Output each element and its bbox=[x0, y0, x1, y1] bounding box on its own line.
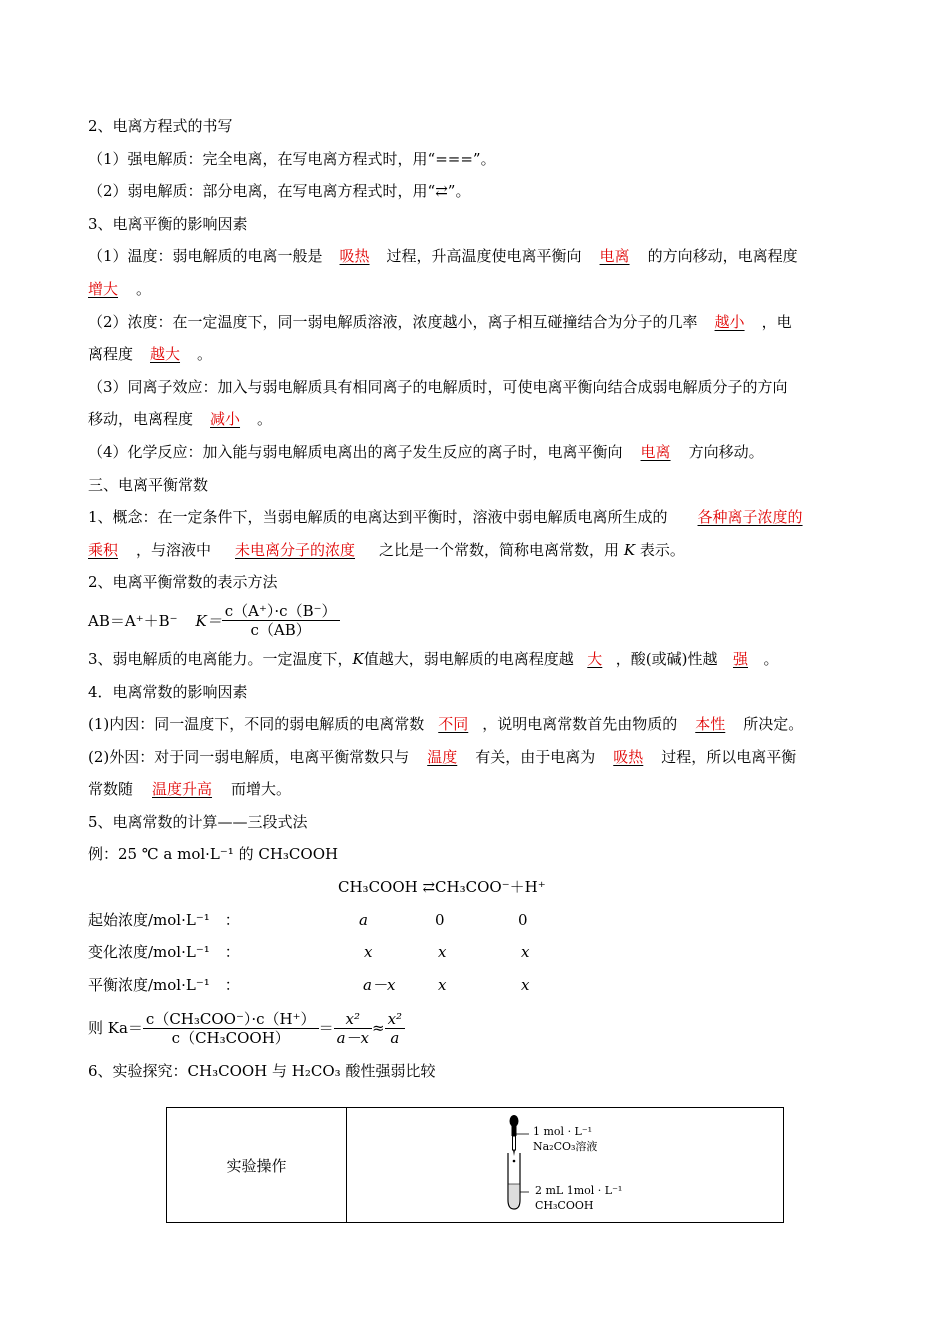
equilibrium-row: 平衡浓度/mol·L⁻¹ ： a－x x x bbox=[88, 975, 530, 994]
external-factor-line-1: (2)外因：对于同一弱电解质，电离平衡常数只与 温度 有关，由于电离为 吸热 过程，所以电离平衡 bbox=[88, 741, 868, 774]
internal-factor-line: (1)内因：同一温度下，不同的弱电解质的电离常数 不同 ，说明电离常数首先由物质的 本性 所决定。 bbox=[88, 708, 868, 741]
answer-blank: 不同 bbox=[438, 715, 469, 734]
common-ion-line-1: （3）同离子效应：加入与弱电解质具有相同离子的电解质时，可使电离平衡向结合成弱电解质分子的方向 bbox=[88, 377, 788, 396]
answer-blank: 未电离分子的浓度 bbox=[235, 540, 356, 559]
k-fraction: $\frac{c(A^+)\cdot c(B^-)}{c(AB)}$ bbox=[222, 602, 340, 639]
answer-blank: 减小 bbox=[210, 410, 241, 429]
factors-title: 4．电离常数的影响因素 bbox=[88, 682, 248, 701]
change-row: 变化浓度/mol·L⁻¹ ： x x x bbox=[88, 943, 530, 962]
experiment-table bbox=[166, 1107, 784, 1223]
strong-electrolyte-line: （1）强电解质：完全电离，在写电离方程式时，用“===”。 bbox=[88, 149, 496, 168]
ka-formula: 则 Ka＝ $\frac{\text{c（CH₃COO⁻）·c（H⁺）}}{\text{c（CH₃COOH）}}$ ＝ $\frac{\text{x²}}{a-x}$ ≈ $\frac{\text{x²}}{a}$ bbox=[88, 1001, 868, 1055]
calc-title: 5、电离常数的计算——三段式法 bbox=[88, 812, 308, 831]
answer-blank: 乘积 bbox=[88, 540, 119, 559]
answer-blank: 温度 bbox=[427, 747, 458, 766]
section-3-title: 3、电离平衡的影响因素 bbox=[88, 214, 248, 233]
concentration-line-2: 离程度 越大 。 bbox=[88, 338, 868, 371]
document-body bbox=[88, 110, 868, 1088]
ka-fraction-3: $\frac{\text{x²}}{a}$ bbox=[385, 1010, 405, 1047]
experiment-title: 6、实验探究：CH₃COOH 与 H₂CO₃ 酸性强弱比较 bbox=[88, 1062, 436, 1081]
common-ion-line-2: 移动，电离程度 减小 。 bbox=[88, 403, 868, 436]
ionization-ability-line: 3、弱电解质的电离能力。一定温度下，K值越大，弱电解质的电离程度越 大 ，酸(或碱)性越 强 。 bbox=[88, 643, 868, 676]
expression-title: 2、电离平衡常数的表示方法 bbox=[88, 573, 278, 592]
answer-blank: 增大 bbox=[88, 279, 119, 298]
ka-fraction-2: $\frac{\text{x²}}{a-x}$ bbox=[334, 1010, 372, 1047]
answer-blank: 吸热 bbox=[339, 247, 370, 266]
external-factor-line-2: 常数随 温度升高 而增大。 bbox=[88, 773, 868, 806]
reagent-1-conc: 1 mol · L⁻¹ bbox=[533, 1125, 593, 1138]
reaction-line: （4）化学反应：加入能与弱电解质电离出的离子发生反应的离子时，电离平衡向 电离 方向移动。 bbox=[88, 436, 868, 469]
temperature-line-1: （1）温度：弱电解质的电离一般是 吸热 过程，升高温度使电离平衡向 电离 的方向移动，电离程度 bbox=[88, 240, 868, 273]
answer-blank: 大 bbox=[587, 649, 603, 668]
equilibrium-constant-formula: AB＝A⁺＋B⁻ K＝ $\frac{c(A^+)\cdot c(B^-)}{c(AB)}$ bbox=[88, 599, 868, 643]
concentration-line-1: （2）浓度：在一定温度下，同一弱电解质溶液，浓度越小，离子相互碰撞结合为分子的几率 越小 ，电 bbox=[88, 306, 868, 339]
reagent-2-conc: 2 mL 1mol · L⁻¹ bbox=[535, 1184, 623, 1197]
ka-fraction: $\frac{\text{c（CH₃COO⁻）·c（H⁺）}}{\text{c（CH₃COOH）}}$ bbox=[143, 1010, 319, 1047]
operation-label: 实验操作 bbox=[167, 1108, 347, 1223]
concept-line-2: 乘积 ，与溶液中 未电离分子的浓度 之比是一个常数，简称电离常数，用 K 表示。 bbox=[88, 534, 868, 567]
answer-blank: 电离 bbox=[599, 247, 630, 266]
answer-blank: 强 bbox=[732, 649, 748, 668]
section-iii-title: 三、电离平衡常数 bbox=[88, 475, 209, 494]
concept-line-1: 1、概念：在一定条件下，当弱电解质的电离达到平衡时，溶液中弱电解质电离所生成的 各种离子浓度的 bbox=[88, 501, 868, 534]
answer-blank: 越小 bbox=[714, 312, 745, 331]
answer-blank: 本性 bbox=[695, 715, 726, 734]
weak-electrolyte-line: （2）弱电解质：部分电离，在写电离方程式时，用“⇄”。 bbox=[88, 182, 471, 201]
example-line: 例：25 ℃ a mol·L⁻¹ 的 CH₃COOH bbox=[88, 845, 339, 864]
reagent-2-name: CH₃COOH bbox=[535, 1199, 594, 1212]
answer-blank: 吸热 bbox=[613, 747, 644, 766]
answer-blank: 电离 bbox=[640, 442, 671, 461]
temperature-line-2: 增大 。 bbox=[88, 273, 868, 306]
answer-blank: 各种离子浓度的 bbox=[697, 508, 803, 527]
answer-blank: 越大 bbox=[150, 345, 181, 364]
answer-blank: 温度升高 bbox=[152, 780, 213, 799]
dropper-icon bbox=[510, 1115, 519, 1162]
reagent-1-name: Na₂CO₃溶液 bbox=[533, 1140, 598, 1153]
reaction-equation: CH₃COOH ⇄CH₃COO⁻＋H⁺ bbox=[338, 878, 546, 897]
section-2-title: 2、电离方程式的书写 bbox=[88, 117, 233, 135]
initial-row: 起始浓度/mol·L⁻¹ ： a 0 0 bbox=[88, 910, 528, 929]
